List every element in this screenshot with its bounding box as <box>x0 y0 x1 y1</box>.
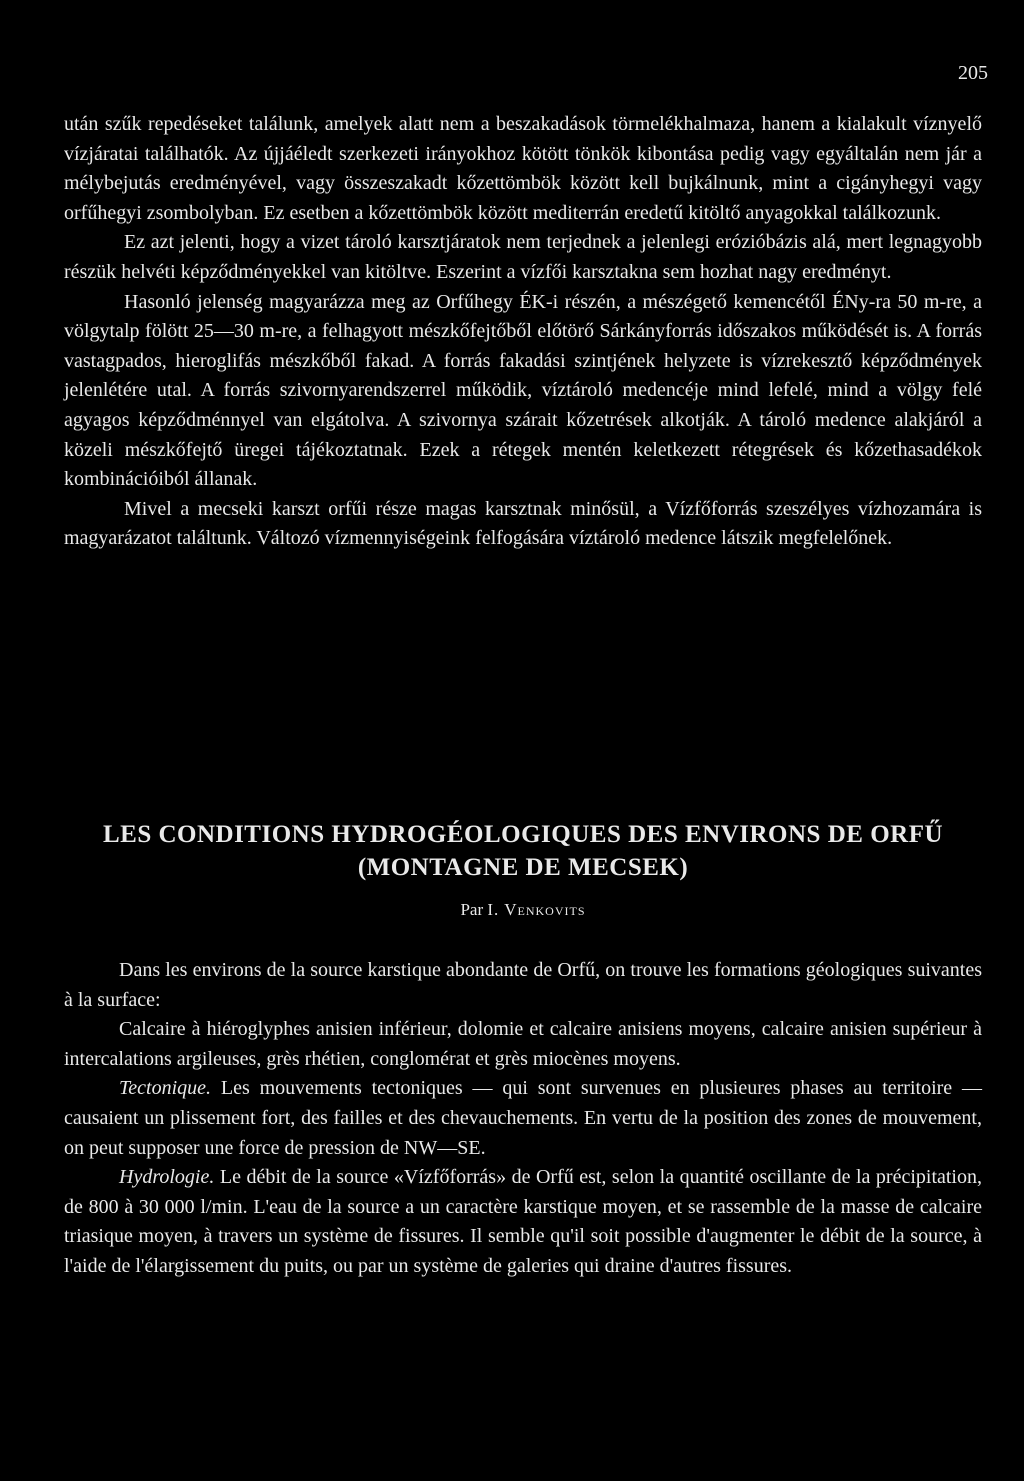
french-paragraph-4 <box>64 1163 982 1281</box>
hungarian-paragraph-1: után szűk repedéseket találunk, amelyek alatt nem a beszakadások törmelékhalmaza, hanem a kialakult víznyelő vízjáratai találhatók. Az újjáéledt szerkezeti irányokhoz kötött tönkök kibontása pedig vagy egyáltalán nem jár a mélybejutás eredményével, vagy összeszakadt kőzettömbök között kell bujkálnunk, mint a cigányhegyi vagy orfűhegyi zsombolyban. Ez esetben a kőzettömbök között mediterrán eredetű kitöltő anyagokkal találkozunk. <box>64 113 982 224</box>
french-paragraph-2: Calcaire à hiéroglyphes anisien inférieur, dolomie et calcaire anisiens moyens, calcaire anisien supérieur à intercalations argileuses, grès rhétien, conglomérat et grès miocènes moyens. <box>64 1018 982 1070</box>
hungarian-text-block <box>64 110 982 554</box>
french-author-line <box>64 900 982 920</box>
french-title-line-2: (MONTAGNE DE MECSEK) <box>357 854 689 881</box>
french-summary-title <box>64 818 982 884</box>
author-prefix: Par <box>460 900 484 919</box>
page-number: 205 <box>958 62 988 84</box>
french-paragraph-1: Dans les environs de la source karstique abondante de Orfű, on trouve les formations géologiques suivantes à la surface: <box>64 959 982 1011</box>
french-paragraph-3 <box>64 1074 982 1163</box>
hydrologie-text: Le débit de la source «Vízfőforrás» de Orfű est, selon la quantité oscillante de la précipitation, de 800 à 30 000 l/min. L'eau de la source a un caractère karstique moyen, et se rassemble de la masse de calcaire triasique moyen, à travers un système de fissures. Il semble qu'il soit possible d'augmenter le débit de la source, à l'aide de l'élargissement du puits, ou par un système de galeries qui draine d'autres fissures. <box>64 1166 982 1277</box>
hungarian-paragraph-2: Ez azt jelenti, hogy a vizet tároló karsztjáratok nem terjednek a jelenlegi erózióbázis alá, mert legnagyobb részük helvéti képződményekkel van kitöltve. Eszerint a vízfői karsztakna sem hozhat nagy eredményt. <box>64 231 982 283</box>
french-title-line-1: LES CONDITIONS HYDROGÉOLOGIQUES DES ENVIRONS DE ORFŰ <box>102 821 944 848</box>
hungarian-paragraph-3: Hasonló jelenség magyarázza meg az Orfűhegy ÉK-i részén, a mészégető kemencétől ÉNy-ra 50 m-re, a völgytalp fölött 25—30 m-re, a felhagyott mészkőfejtőből előtörő Sárkányforrás időszakos működését is. A forrás vastagpados, hieroglifás mészkőből fakad. A forrás fakadási szintjének helyzete is vízrekesztő képződmények jelenlétére utal. A forrás szivornyarendszerrel működik, víztároló medencéje mind lefelé, mind a völgy felé agyagos képződménnyel van elgátolva. A szivornya szárait kőzetrések alkotják. A tároló medence alakjáról a közeli mészkőfejtő üregei tájékoztatnak. Ezek a rétegek mentén keletkezett rétegrések és kőzethasadékok kombinációiból állanak. <box>64 290 982 491</box>
french-text-block <box>64 956 982 1282</box>
author-name: I. Venkovits <box>487 900 586 919</box>
tectonique-text: Les mouvements tectoniques — qui sont survenues en plusieures phases au territoire — causaient un plissement fort, des failles et des chevauchements. En vertu de la position des zones de mouvement, on peut supposer une force de pression de NW—SE. <box>64 1077 982 1159</box>
hydrologie-label: Hydrologie. <box>119 1166 215 1189</box>
hungarian-paragraph-4: Mivel a mecseki karszt orfűi része magas karsztnak minősül, a Vízfőforrás szeszélyes vízhozamára is magyarázatot találtunk. Változó vízmennyiségeink felfogására víztároló medence látszik megfelelőnek. <box>64 497 982 550</box>
tectonique-label: Tectonique. <box>119 1077 212 1100</box>
